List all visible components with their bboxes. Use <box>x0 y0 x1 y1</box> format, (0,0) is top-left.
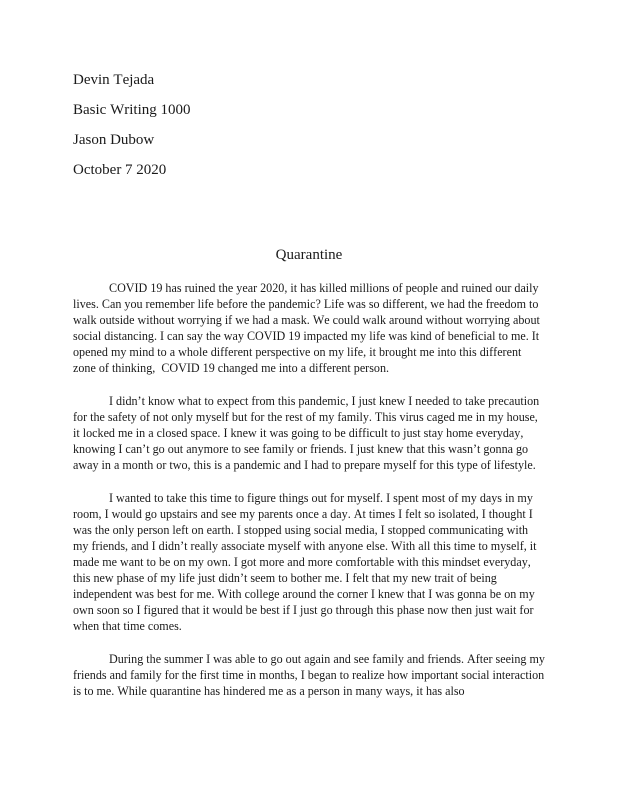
date-line: October 7 2020 <box>73 162 167 178</box>
essay-title: Quarantine <box>275 247 343 263</box>
essay-body <box>73 280 548 699</box>
essay-paragraph-4: During the summer I was able to go out again and see family and friends. After seeing my friends and family for the first time in months, I began to realize how important social interaction is to me. While quarantine has hindered me as a person in many ways, it has also <box>73 652 548 698</box>
essay-paragraph-3: I wanted to take this time to figure things out for myself. I spent most of my days in my room, I would go upstairs and see my parents once a day. At times I felt so isolated, I thought I was the only person left on earth. I stopped using social media, I stopped communicating with my friends, and I didn’t really associate myself with anyone else. With all this time to myself, it made me want to be on my own. I got more and more comfortable with this mindset everyday, this new phase of my life just didn’t seem to bother me. I felt that my new trait of being independent was best for me. With college around the corner I knew that I was gonna be on my own soon so I figured that it would be best if I just go through this phase now then just wait for when that time comes. <box>73 491 540 633</box>
document-header <box>73 72 545 178</box>
essay-paragraph-1: COVID 19 has ruined the year 2020, it has killed millions of people and ruined our daily lives. Can you remember life before the pandemic? Life was so different, we had the freedom to walk outside without worrying if we had a mask. We could walk around without worrying about social distancing. I can say the way COVID 19 impacted my life was kind of beneficial to me. It opened my mind to a whole different perspective on my life, it brought me into this different zone of thinking, COVID 19 changed me into a different person. <box>73 281 543 375</box>
course-line: Basic Writing 1000 <box>73 102 191 118</box>
instructor-line: Jason Dubow <box>73 132 155 148</box>
essay-paragraph-2: I didn’t know what to expect from this pandemic, I just knew I needed to take precaution for the safety of not only myself but for the rest of my family. This virus caged me in my house, it locked me in a closed space. I knew it was going to be difficult to just stay home everyday, knowing I can’t go out anymore to see family or friends. I just knew that this wasn’t gonna go away in a month or two, this is a pandemic and I had to prepare myself for this type of lifestyle. <box>73 394 543 472</box>
author-line: Devin Tejada <box>73 72 155 88</box>
